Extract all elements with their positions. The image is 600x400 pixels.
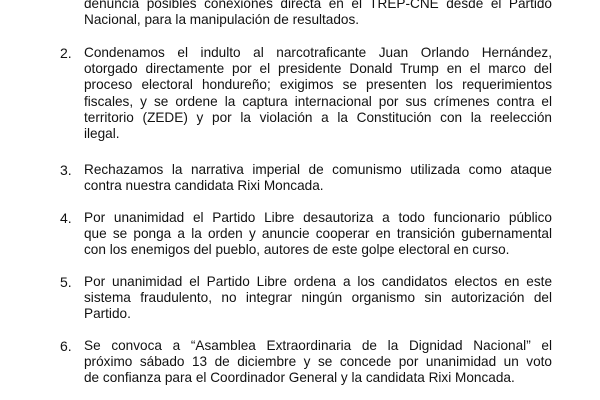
paragraph-line: fiscales, y se ordene la captura internacional por sus crímenes contra el (84, 93, 552, 109)
paragraph-line: contra nuestra candidata Rixi Moncada. (84, 178, 324, 194)
paragraph-line: Por unanimidad el Partido Libre ordena a los candidatos electos en este (84, 274, 552, 289)
list-item-2 (62, 45, 552, 142)
paragraph-line: Se convoca a “Asamblea Extraordinaria de la Dignidad Nacional” el (84, 338, 552, 353)
paragraph-line: proceso electoral hondureño; exigimos se presenten los requerimientos (84, 77, 552, 93)
paragraph-line: Rechazamos la narrativa imperial de comunismo utilizada como ataque (84, 162, 552, 177)
paragraph-line: territorio (ZEDE) y por la violación a la Constitución con la reelección (84, 109, 552, 125)
paragraph-line: Por unanimidad el Partido Libre desautoriza a todo funcionario público (84, 210, 552, 225)
paragraph-line: próximo sábado 13 de diciembre y se concede por unanimidad un voto (84, 354, 552, 370)
paragraph-line: sistema fraudulento, no integrar ningún organismo sin autorización del (84, 290, 552, 306)
paragraph-line: Condenamos el indulto al narcotraficante Juan Orlando Hernández, (84, 45, 552, 60)
list-item-4 (62, 210, 552, 259)
paragraph-line: otorgado directamente por el presidente Donald Trump en el marco del (84, 61, 552, 77)
item-number: 4. (60, 210, 72, 226)
list-item-3 (62, 162, 552, 194)
intro-paragraph (62, 0, 552, 28)
item-number: 3. (60, 162, 72, 178)
item-number: 6. (60, 338, 72, 354)
item-number: 2. (60, 45, 72, 61)
paragraph-line: de confianza para el Coordinador General y la candidata Rixi Moncada. (84, 370, 515, 386)
paragraph-line: con los enemigos del pueblo, autores de este golpe electoral en curso. (84, 242, 510, 258)
paragraph-line: que se ponga a la orden y anuncie cooperar en transición gubernamental (84, 226, 552, 242)
paragraph-line: denuncia posibles conexiones directa en el TREP-CNE desde el Partido (84, 0, 552, 11)
item-number: 5. (60, 274, 72, 290)
paragraph-line: Nacional, para la manipulación de resultados. (84, 12, 360, 28)
paragraph-line: Partido. (84, 306, 131, 322)
paragraph-line: ilegal. (84, 125, 120, 141)
list-item-6 (62, 338, 552, 387)
list-item-5 (62, 274, 552, 323)
